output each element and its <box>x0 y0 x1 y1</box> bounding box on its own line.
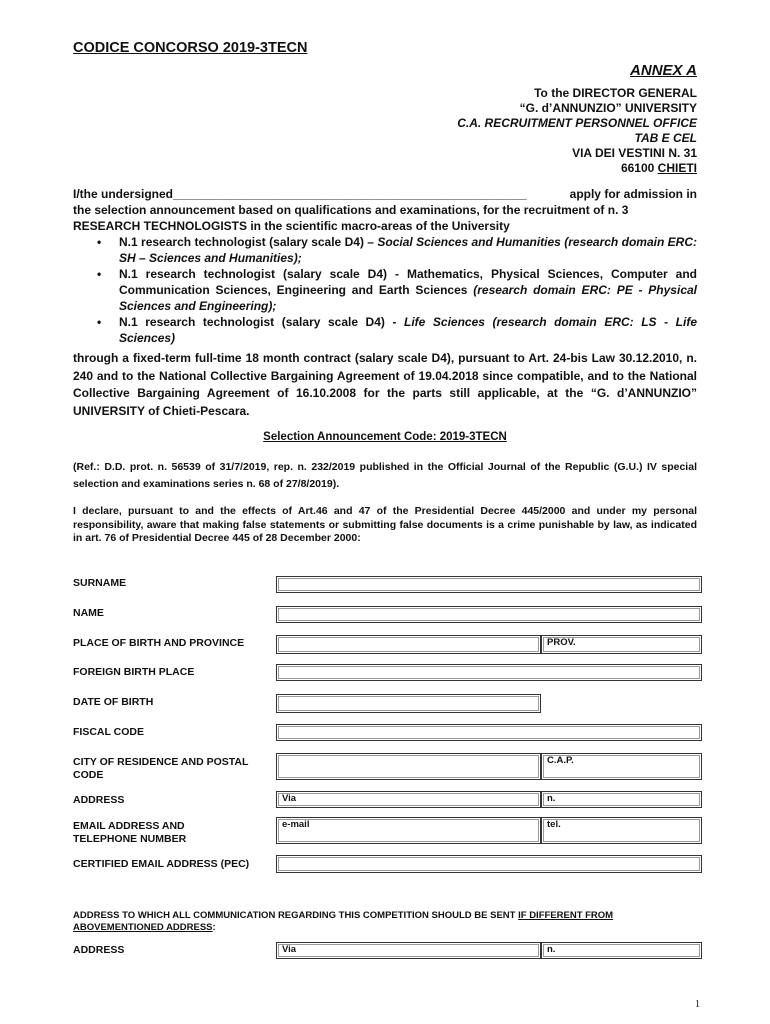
email-field[interactable] <box>276 817 541 844</box>
province-field[interactable] <box>541 635 702 654</box>
bullet-icon: • <box>97 315 102 329</box>
alt-via-label: Via <box>282 944 297 955</box>
name-label: NAME <box>73 607 104 619</box>
intro-text: the selection announcement based on qualifications and examinations, for the recruitment of n. 3 <box>73 203 629 217</box>
pec-label: CERTIFIED EMAIL ADDRESS (PEC) <box>73 858 250 870</box>
place-of-birth-label: PLACE OF BIRTH AND PROVINCE <box>73 637 245 649</box>
cap-field[interactable] <box>541 753 702 780</box>
undersigned-blank[interactable]: I/the undersigned_____________________________________________________ <box>73 187 527 201</box>
position-domain: Social Sciences and Humanities (research domain ERC: SH – Sciences and Humanities); <box>119 235 697 265</box>
position-list <box>73 234 697 346</box>
annex-title: ANNEX A <box>630 62 697 79</box>
page-number: 1 <box>695 999 700 1010</box>
intro-apply-text: apply for admission in <box>569 187 697 201</box>
selection-code: Selection Announcement Code: 2019-3TECN <box>263 431 507 443</box>
email-label-line: TELEPHONE NUMBER <box>73 833 187 845</box>
postal-code: 66100 <box>620 161 658 175</box>
reference-paragraph: (Ref.: D.D. prot. n. 56539 of 31/7/2019, rep. n. 232/2019 published in the Official Journal of the Republic (G.U.) IV special selection and examinations series n. 68 of 27/8/2019). <box>73 461 697 490</box>
position-text: N.1 research technologist (salary scale D4) - Mathematics, Physical Sciences, Computer and Communication Sciences, Engineering and Earth Sciences <box>119 267 697 297</box>
position-text: N.1 research technologist (salary scale D4) - <box>119 315 405 329</box>
email-box-label: e-mail <box>282 819 310 830</box>
city-field[interactable] <box>276 753 541 780</box>
recipient-line: TAB E CEL <box>634 131 697 145</box>
foreign-birth-place-label: FOREIGN BIRTH PLACE <box>73 666 195 678</box>
list-item <box>73 314 697 346</box>
list-item <box>73 234 697 266</box>
name-field[interactable] <box>276 606 702 623</box>
competition-code-title: CODICE CONCORSO 2019-3TECN <box>73 40 308 56</box>
position-domain: (research domain ERC: PE - Physical Sciences and Engineering); <box>119 283 697 313</box>
date-of-birth-field[interactable] <box>276 694 541 713</box>
telephone-field[interactable] <box>541 817 702 844</box>
fiscal-code-field[interactable] <box>276 724 702 741</box>
position-text: N.1 research technologist (salary scale D4) – <box>119 235 378 249</box>
alt-number-label: n. <box>547 944 556 955</box>
date-of-birth-label: DATE OF BIRTH <box>73 696 154 708</box>
application-intro <box>73 186 697 346</box>
recipient-line: VIA DEI VESTINI N. 31 <box>572 146 697 160</box>
recipient-line: “G. d’ANNUNZIO” UNIVERSITY <box>519 101 697 115</box>
number-label: n. <box>547 793 556 804</box>
province-label: PROV. <box>547 637 576 648</box>
alt-address-note-condition: IF DIFFERENT FROM ABOVEMENTIONED ADDRESS <box>73 910 614 933</box>
alt-street-number-field[interactable] <box>541 942 702 959</box>
cap-label: C.A.P. <box>547 755 574 766</box>
alt-address-note <box>73 910 697 934</box>
intro-line: RESEARCH TECHNOLOGISTS in the scientific macro-areas of the University <box>73 219 510 233</box>
alt-street-field[interactable] <box>276 942 541 959</box>
recipient-line: To the DIRECTOR GENERAL <box>534 86 697 100</box>
city-label-line: CODE <box>73 769 104 781</box>
address-label: ADDRESS <box>73 794 125 806</box>
tel-label: tel. <box>547 819 561 830</box>
contract-paragraph: through a fixed-term full-time 18 month contract (salary scale D4), pursuant to Art. 24-bis Law 30.12.2010, n. 240 and to the National Collective Bargaining Agreement of 19.04.2018 since compatible, and to the National Collective Bargaining Agreement of 16.10.2008 for the parts still applicable, at the “G. d’ANNUNZIO” UNIVERSITY of Chieti-Pescara. <box>73 351 697 418</box>
via-label: Via <box>282 793 297 804</box>
intro-line <box>73 186 697 202</box>
place-of-birth-field[interactable] <box>276 635 541 654</box>
position-domain: Life Sciences (research domain ERC: LS - Life Sciences) <box>119 315 697 345</box>
fiscal-code-label: FISCAL CODE <box>73 726 144 738</box>
city-of-residence-label <box>73 756 248 782</box>
email-phone-label <box>73 820 186 846</box>
recipient-line: C.A. RECRUITMENT PERSONNEL OFFICE <box>457 116 697 130</box>
city-label-line: CITY OF RESIDENCE AND POSTAL <box>73 756 249 768</box>
surname-label: SURNAME <box>73 577 127 589</box>
alt-address-note-colon: : <box>212 922 216 933</box>
alt-address-note-text: ADDRESS TO WHICH ALL COMMUNICATION REGARDING THIS COMPETITION SHOULD BE SENT <box>73 910 519 921</box>
recipient-address <box>457 86 697 176</box>
street-field[interactable] <box>276 791 541 808</box>
pec-field[interactable] <box>276 855 702 873</box>
recipient-city: CHIETI <box>657 161 697 175</box>
street-number-field[interactable] <box>541 791 702 808</box>
recipient-line <box>457 161 697 176</box>
email-label-line: EMAIL ADDRESS AND <box>73 820 185 832</box>
intro-line <box>73 202 697 218</box>
foreign-birth-place-field[interactable] <box>276 664 702 681</box>
bullet-icon: • <box>97 267 102 281</box>
declaration-paragraph: I declare, pursuant to and the effects of Art.46 and 47 of the Presidential Decree 445/2000 and under my personal responsibility, aware that making false statements or submitting false documents is a crime punishable by law, as indicated in art. 76 of Presidential Decree 445 of 28 December 2000: <box>73 505 697 544</box>
surname-field[interactable] <box>276 576 702 593</box>
list-item <box>73 266 697 314</box>
bullet-icon: • <box>97 235 102 249</box>
alt-address-label: ADDRESS <box>73 944 125 956</box>
